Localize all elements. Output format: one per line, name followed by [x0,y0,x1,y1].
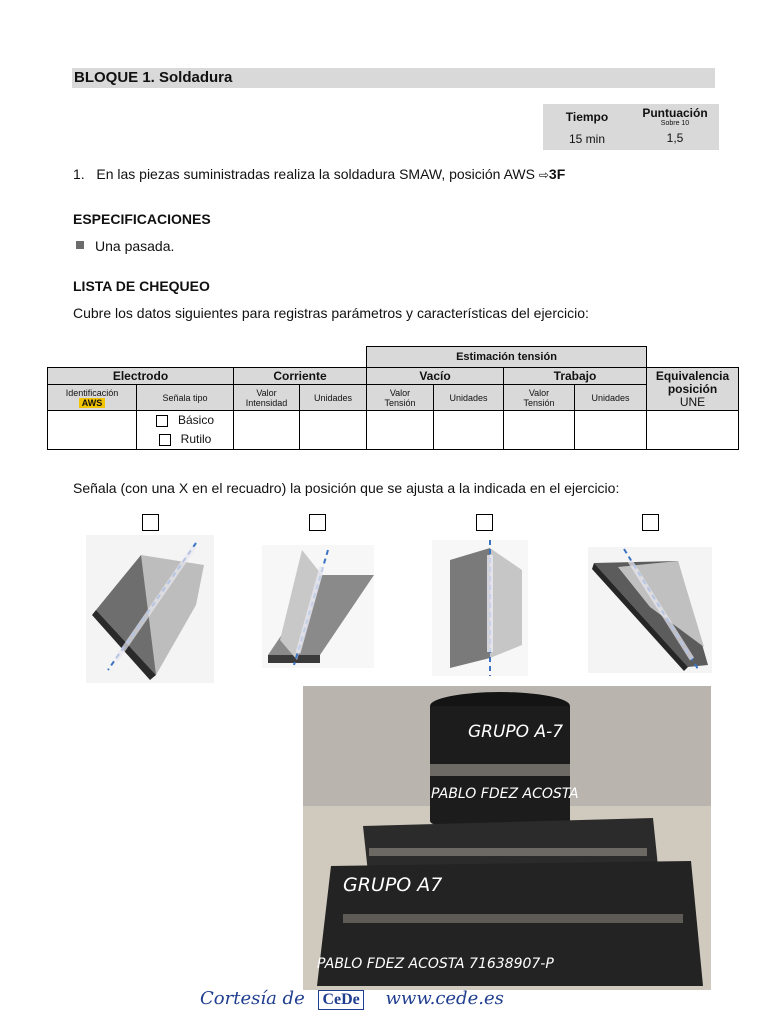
unidades-vacio-input-cell[interactable] [434,411,504,450]
electrodo-header: Electrodo [48,368,234,385]
equivalencia-header: Equivalencia posición UNE [647,368,739,411]
position-image-2 [262,545,374,668]
puntuacion-sub: Sobre 10 [660,120,690,127]
identificacion-aws-header: Identificación AWS [48,385,137,411]
plate-group-label: GRUPO A7 [343,874,443,896]
block-title: BLOQUE 1. Soldadura [72,68,715,88]
question-position: 3F [548,166,566,182]
arrow-icon: ⇨ [538,168,549,182]
spec-item-text: Una pasada. [95,238,175,254]
estimacion-header: Estimación tensión [367,347,647,368]
checklist-intro: Cubre los datos siguientes para registras parámetros y características del ejercicio: [73,305,589,321]
option-rutilo[interactable]: Rutilo [137,430,233,449]
checkbox-basico[interactable] [156,415,168,427]
pipe-bottom-label: PABLO FDEZ ACOSTA [431,786,579,802]
position-checkbox-4[interactable] [642,514,659,531]
bullet-square-icon [76,241,84,249]
spec-item [76,238,174,254]
trabajo-header: Trabajo [504,368,647,385]
option-basico[interactable]: Básico [137,411,233,430]
position-checkbox-3[interactable] [476,514,493,531]
question-number: 1. [73,166,85,182]
question-1 [73,166,565,182]
valor-tension-trabajo-header: Valor Tensión [504,385,575,411]
position-question: Señala (con una X en el recuadro) la posición que se ajusta a la indicada en el ejercicio: [73,480,620,496]
position-checkbox-1[interactable] [142,514,159,531]
unidades-trabajo-input-cell[interactable] [575,411,647,450]
puntuacion-label: Puntuación [642,106,708,120]
unidades-corriente-input-cell[interactable] [300,411,367,450]
cede-logo: CeDe [318,990,363,1010]
footer-url[interactable]: www.cede.es [385,988,504,1009]
plate-name-label: PABLO FDEZ ACOSTA 71638907-P [317,956,554,972]
welded-pieces-photo [303,686,711,990]
tiempo-label: Tiempo [565,110,609,124]
position-image-3 [432,540,528,676]
pipe-top-label: GRUPO A-7 [468,722,564,742]
score-table [543,104,719,150]
corriente-header: Corriente [234,368,367,385]
position-image-4 [588,547,712,673]
equivalencia-input-cell[interactable] [647,411,739,450]
position-image-1 [86,535,214,683]
checkbox-rutilo[interactable] [159,434,171,446]
unidades-trabajo-header: Unidades [575,385,647,411]
unidades-vacio-header: Unidades [434,385,504,411]
position-checkbox-2[interactable] [309,514,326,531]
intensidad-input-cell[interactable] [234,411,300,450]
electrode-type-options [137,411,234,450]
vacio-header: Vacío [367,368,504,385]
tension-vacio-input-cell[interactable] [367,411,434,450]
valor-tension-vacio-header: Valor Tensión [367,385,434,411]
especificaciones-heading: ESPECIFICACIONES [73,211,211,227]
question-text: En las piezas suministradas realiza la soldadura SMAW, posición AWS [96,166,535,182]
footer-courtesy: Cortesía de [200,988,305,1009]
aws-input-cell[interactable] [48,411,137,450]
footer [200,988,504,1010]
checklist-table [47,346,739,450]
puntuacion-value: 1,5 [666,131,684,145]
unidades-corriente-header: Unidades [300,385,367,411]
senala-tipo-header: Señala tipo [137,385,234,411]
checklist-heading: LISTA DE CHEQUEO [73,278,210,294]
tension-trabajo-input-cell[interactable] [504,411,575,450]
tiempo-value: 15 min [568,132,606,146]
valor-intensidad-header: Valor Intensidad [234,385,300,411]
